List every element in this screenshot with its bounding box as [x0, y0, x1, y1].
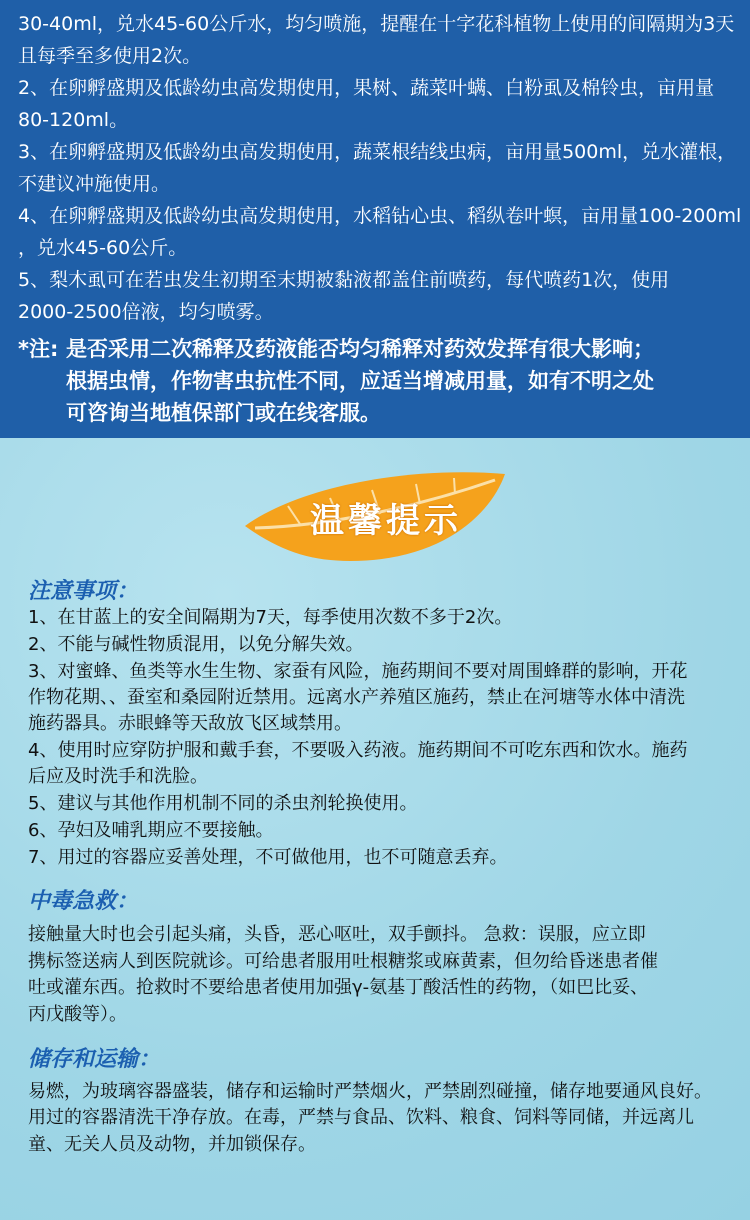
- precaution-line: 2、不能与碱性物质混用，以免分解失效。: [28, 634, 364, 655]
- usage-line: 3、在卵孵盛期及低龄幼虫高发期使用，蔬菜根结线虫病，亩用量500ml，兑水灌根，: [18, 141, 737, 163]
- tips-title: 温馨提示: [310, 501, 462, 541]
- storage-heading: 储存和运输：: [28, 1047, 161, 1072]
- usage-line: ，兑水45-60公斤。: [18, 237, 188, 259]
- tips-section: [0, 438, 750, 1220]
- storage-line: 用过的容器清洗干净存放。在毒，严禁与食品、饮料、粮食、饲料等同储，并远离儿: [28, 1107, 694, 1128]
- poisoning-line: 接触量大时也会引起头痛，头昏，恶心呕吐，双手颤抖。 急救：误服，应立即: [28, 924, 646, 945]
- poisoning-heading: 中毒急救：: [28, 889, 139, 914]
- storage-line: 童、无关人员及动物，并加锁保存。: [28, 1134, 316, 1155]
- usage-line: 4、在卵孵盛期及低龄幼虫高发期使用，水稻钻心虫、稻纵卷叶螟，亩用量100-200ml: [18, 205, 742, 227]
- usage-line: 30-40ml，兑水45-60公斤水，均匀喷施，提醒在十字花科植物上使用的间隔期为3天: [18, 13, 735, 35]
- precaution-line: 6、孕妇及哺乳期应不要接触。: [28, 820, 274, 841]
- precaution-line: 3、对蜜蜂、鱼类等水生生物、家蚕有风险，施药期间不要对周围蜂群的影响，开花: [28, 661, 688, 682]
- usage-line: 5、梨木虱可在若虫发生初期至末期被黏液都盖住前喷药，每代喷药1次，使用: [18, 269, 670, 291]
- poisoning-line: 丙戊酸等）。: [28, 1004, 127, 1025]
- usage-line: 2000-2500倍液，均匀喷雾。: [18, 301, 274, 323]
- precaution-line: 4、使用时应穿防护服和戴手套，不要吸入药液。施药期间不可吃东西和饮水。施药: [28, 740, 688, 761]
- usage-section: [0, 0, 750, 438]
- precaution-line: 1、在甘蓝上的安全间隔期为7天，每季使用次数不多于2次。: [28, 607, 513, 628]
- precaution-line: 5、建议与其他作用机制不同的杀虫剂轮换使用。: [28, 793, 418, 814]
- note-line: 根据虫情，作物害虫抗性不同，应适当增减用量，如有不明之处: [66, 369, 654, 393]
- note-line: 是否采用二次稀释及药液能否均匀稀释对药效发挥有很大影响；: [66, 337, 654, 361]
- note-label: *注:: [18, 337, 59, 361]
- poisoning-line: 携标签送病人到医院就诊。可给患者服用吐根糖浆或麻黄素，但勿给昏迷患者催: [28, 951, 658, 972]
- usage-line: 2、在卵孵盛期及低龄幼虫高发期使用，果树、蔬菜叶螨、白粉虱及棉铃虫，亩用量: [18, 77, 715, 99]
- storage-line: 易燃，为玻璃容器盛装，储存和运输时严禁烟火，严禁剧烈碰撞，储存地要通风良好。: [28, 1081, 712, 1102]
- precaution-line: 后应及时洗手和洗脸。: [28, 766, 208, 787]
- precaution-line: 7、用过的容器应妥善处理，不可做他用，也不可随意丢弃。: [28, 847, 508, 868]
- precautions-heading: 注意事项：: [28, 579, 139, 604]
- usage-line: 80-120ml。: [18, 109, 129, 131]
- usage-line: 且每季至多使用2次。: [18, 45, 202, 67]
- usage-line: 不建议冲施使用。: [18, 173, 171, 195]
- note-line: 可咨询当地植保部门或在线客服。: [66, 401, 381, 425]
- precaution-line: 作物花期、、蚕室和桑园附近禁用。远离水产养殖区施药，禁止在河塘等水体中清洗: [28, 687, 685, 708]
- precaution-line: 施药器具。赤眼蜂等天敌放飞区域禁用。: [28, 713, 352, 734]
- poisoning-line: 吐或灌东西。抢救时不要给患者使用加强γ-氨基丁酸活性的药物，（如巴比妥、: [28, 977, 649, 998]
